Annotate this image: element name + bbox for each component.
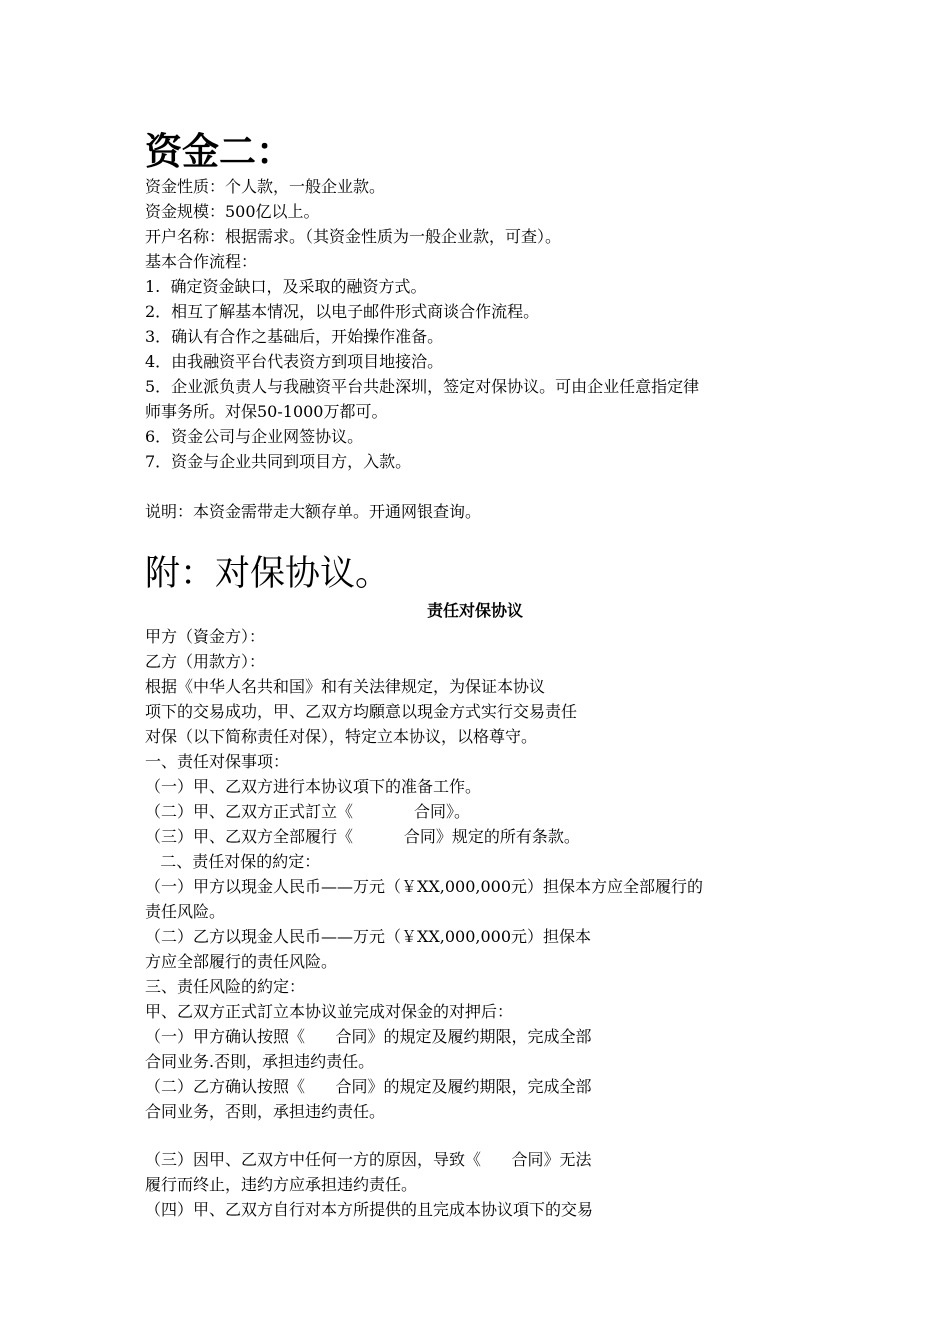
clause-item-continuation: 方应全部履行的责任风险。 [145, 952, 338, 971]
list-item: 5．企业派负责人与我融资平台共赴深圳，签定对保协议。可由企业任意指定律 [145, 377, 700, 396]
clause-item: （四）甲、乙双方自行对本方所提供的且完成本协议項下的交易 [145, 1200, 594, 1219]
clause-item-continuation: 合同业务，否則，承担违约责任。 [145, 1102, 386, 1121]
text-line: 基本合作流程： [145, 252, 258, 271]
clause-item: （三）因甲、乙双方中任何一方的原因，导致《 合同》无法 [145, 1150, 592, 1169]
list-item: 3．确认有合作之基础后，开始操作准备。 [145, 327, 444, 346]
agreement-text-line: 甲、乙双方正式訂立本协议並完成对保金的对押后： [145, 1002, 514, 1021]
clause-item-continuation: 履行而终止，违约方应承担违约责任。 [145, 1175, 418, 1194]
list-item: 1. 确定资金缺口，及采取的融资方式。 [145, 277, 427, 296]
clause-heading: 三、责任风险的約定： [145, 977, 306, 996]
list-item: 4．由我融资平台代表资方到项目地接洽。 [145, 352, 444, 371]
clause-item: （一）甲、乙双方进行本协议項下的准备工作。 [145, 777, 482, 796]
clause-item: （一）甲方确认按照《 合同》的規定及履约期限，完成全部 [145, 1027, 592, 1046]
text-line: 资金性质：个人款，一般企业款。 [145, 177, 386, 196]
agreement-title: 责任对保协议 [426, 601, 523, 620]
note-text: 说明：本资金需带走大额存单。开通网银查询。 [145, 502, 482, 521]
list-item-continuation: 师事务所。对保50-1000万都可。 [145, 402, 388, 421]
clause-item: （二）乙方以現金人民币——万元（￥XX,000,000元）担保本 [145, 927, 592, 946]
list-item: 6．资金公司与企业网签协议。 [145, 427, 364, 446]
list-item: 2．相互了解基本情况，以电子邮件形式商谈合作流程。 [145, 302, 540, 321]
clause-item: （二）甲、乙双方正式訂立《 合同》。 [145, 802, 471, 821]
section-heading-funds-two: 资金二： [145, 130, 293, 173]
party-b-line: 乙方（用款方）： [145, 652, 266, 671]
clause-item: （一）甲方以現金人民币——万元（￥XX,000,000元）担保本方应全部履行的 [145, 877, 704, 896]
clause-item-continuation: 合同业务.否則，承担违约责任。 [145, 1052, 375, 1071]
agreement-text-line: 对保（以下简称责任对保），特定立本协议，以格尊守。 [145, 727, 538, 746]
text-line: 资金规模：500亿以上。 [145, 202, 320, 221]
clause-item: （三）甲、乙双方全部履行《 合同》规定的所有条款。 [145, 827, 580, 846]
clause-heading: 一、责任对保事项： [145, 752, 290, 771]
text-line: 开户名称：根据需求。（其资金性质为一般企业款，可查）。 [145, 227, 562, 246]
clause-item: （二）乙方确认按照《 合同》的規定及履约期限，完成全部 [145, 1077, 592, 1096]
clause-item-continuation: 责任风险。 [145, 902, 226, 921]
agreement-text-line: 项下的交易成功，甲、乙双方均願意以現金方式实行交易责任 [145, 702, 578, 721]
agreement-text-line: 根据《中华人名共和国》和有关法律规定，为保证本协议 [145, 677, 546, 696]
list-item: 7．资金与企业共同到项目方，入款。 [145, 452, 412, 471]
clause-heading: 二、责任对保的約定： [145, 852, 321, 871]
party-a-line: 甲方（資金方）： [145, 627, 266, 646]
section-heading-appendix: 附：对保协议。 [145, 554, 391, 594]
